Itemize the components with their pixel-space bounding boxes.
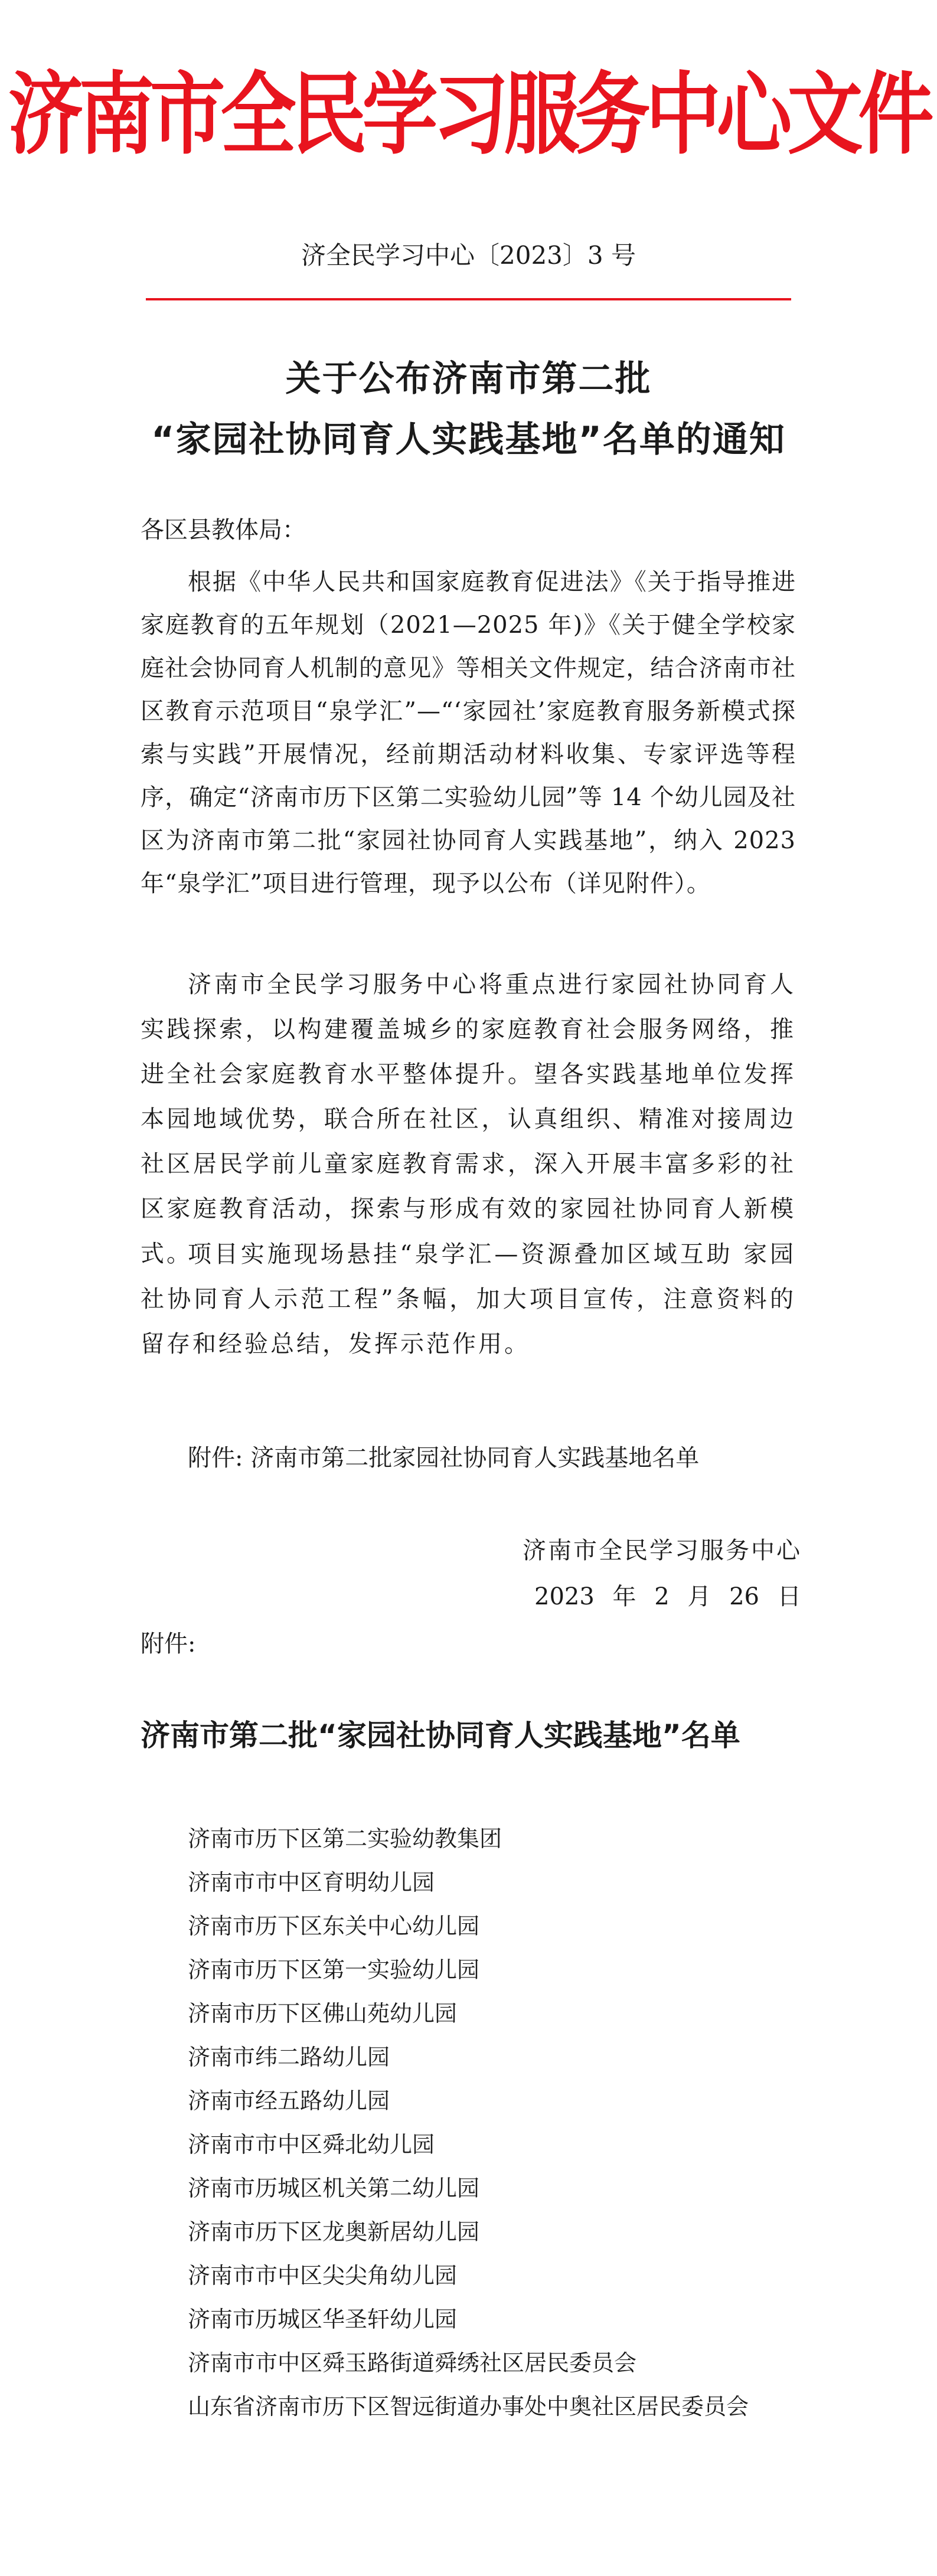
list-item: 济南市市中区舜玉路街道舜绣社区居民委员会	[188, 2350, 637, 2376]
attachment-list-title: 济南市第二批“家园社协同育人实践基地”名单	[141, 1718, 740, 1753]
body-paragraph-1: 根据《中华人民共和国家庭教育促进法》《关于指导推进家庭教育的五年规划（2021—2025 年)》《关于健全学校家庭社会协同育人机制的意见》等相关文件规定，结合济南市社区教育示范项目“泉学汇”—“‘家园社’家庭教育服务新模式探索与实践”开展情况，经前期活动材料收集、专家评选等程序，确定“济南市历下区第二实验幼儿园”等 14 个幼儿园及社区为济南市第二批“家园社协同育人实践基地”，纳入 2023 年“泉学汇”项目进行管理，现予以公布（详见附件）。	[141, 568, 796, 897]
list-item: 山东省济南市历下区智远街道办事处中奥社区居民委员会	[188, 2394, 749, 2420]
list-item: 济南市经五路幼儿园	[188, 2088, 390, 2114]
list-item: 济南市历下区龙奥新居幼儿园	[188, 2219, 480, 2245]
list-item: 济南市历城区华圣轩幼儿园	[188, 2306, 458, 2332]
notice-title-line-1: 关于公布济南市第二批	[285, 358, 652, 400]
list-item: 济南市历城区机关第二幼儿园	[188, 2175, 480, 2201]
list-item: 济南市历下区第一实验幼儿园	[188, 1957, 480, 1983]
body-paragraph-2: 济南市全民学习服务中心将重点进行家园社协同育人实践探索，以构建覆盖城乡的家庭教育社会服务网络，推进全社会家庭教育水平整体提升。望各实践基地单位发挥本园地域优势，联合所在社区，认真组织、精准对接周边社区居民学前儿童家庭教育需求，深入开展丰富多彩的社区家庭教育活动，探索与形成有效的家园社协同育人新模式。	[141, 971, 796, 1267]
list-item: 济南市历下区第二实验幼教集团	[188, 1826, 502, 1852]
list-item: 济南市历下区佛山苑幼儿园	[188, 2000, 458, 2026]
red-divider-line	[146, 298, 791, 300]
list-item: 济南市市中区尖尖角幼儿园	[188, 2263, 458, 2289]
list-item: 济南市市中区育明幼儿园	[188, 1869, 435, 1895]
attachment-reference: 附件: 济南市第二批家园社协同育人实践基地名单	[188, 1444, 700, 1472]
practice-base-list	[141, 1817, 796, 2428]
salutation: 各区县教体局：	[141, 516, 306, 544]
notice-title-line-2: “家园社协同育人实践基地”名单的通知	[151, 419, 786, 460]
document-masthead: 济南市全民学习服务中心文件	[8, 63, 929, 167]
attachment-label: 附件:	[141, 1630, 196, 1658]
document-number: 济全民学习中心〔2023〕3 号	[301, 241, 636, 270]
signature-organization: 济南市全民学习服务中心	[523, 1537, 802, 1564]
list-item: 济南市市中区舜北幼儿园	[188, 2132, 435, 2157]
list-item: 济南市历下区东关中心幼儿园	[188, 1913, 480, 1939]
signature-date: 2023 年 2 月 26 日	[534, 1583, 801, 1610]
body-paragraph-3: 项目实施现场悬挂“泉学汇—资源叠加区域互助 家园社协同育人示范工程”条幅，加大项目宣传，注意资料的留存和经验总结，发挥示范作用。	[141, 1241, 796, 1358]
list-item: 济南市纬二路幼儿园	[188, 2044, 390, 2070]
